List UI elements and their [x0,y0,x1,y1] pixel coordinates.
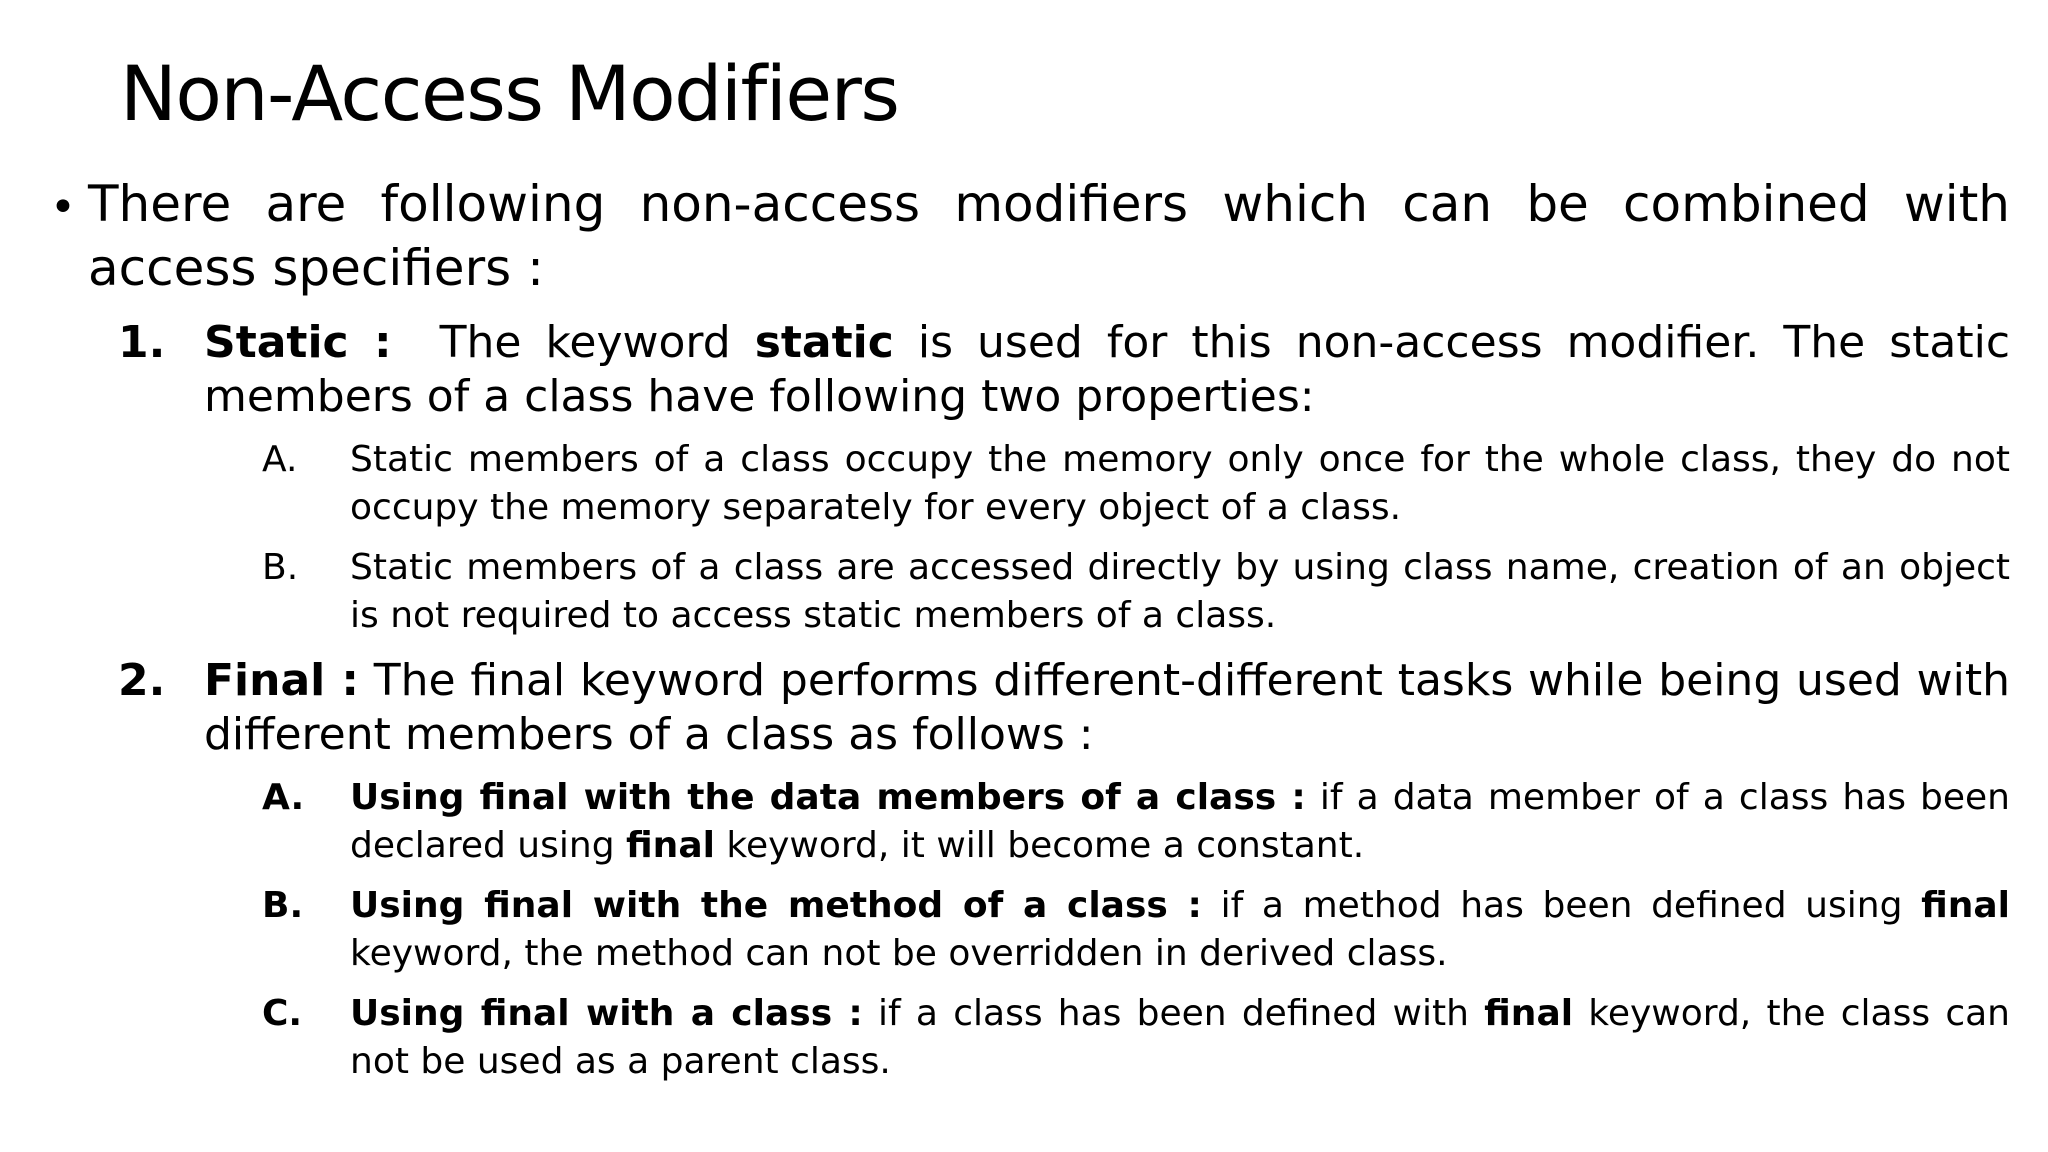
bullet-dot: • [50,182,76,233]
sub-item-static-a [262,436,2010,532]
sub-item-final-b [262,882,2010,978]
keyword-final: final [1921,885,2011,926]
keyword-final: final [1484,993,1574,1034]
item-number: 2. [118,655,166,706]
item-number: 1. [118,317,166,368]
sub-text: Using final with the method of a class : if a method has been defined using final keyword, the method can not be overridden in derived class. [350,885,2011,974]
sub-term: Using final with the data members of a class : [350,777,1306,818]
sub-item-final-a [262,774,2010,870]
sub-item-final-c [262,990,2010,1086]
sub-letter: C. [262,993,303,1034]
sub-term: Using final with the method of a class : [350,885,1202,926]
sub-letter: B. [262,885,304,926]
item-text: Final : The final keyword performs different-different tasks while being used with different members of a class as follows : [204,655,2010,760]
keyword-static: static [754,317,894,368]
sub-term: Using final with a class : [350,993,863,1034]
item-term: Final : [204,655,359,706]
item-text: Static : The keyword static is used for this non-access modifier. The static members of a class have following two properties: [204,317,2011,422]
sub-letter: B. [262,547,299,588]
sub-letter: A. [262,777,305,818]
sub-text: Static members of a class occupy the memory only once for the whole class, they do not occupy the memory separately for every object of a class. [350,439,2010,528]
sub-text: Using final with a class : if a class has been defined with final keyword, the class can not be used as a parent class. [350,993,2011,1082]
sub-text: Using final with the data members of a class : if a data member of a class has been declared using final keyword, it will become a constant. [350,777,2010,866]
keyword-final: final [626,825,715,866]
sub-item-static-b [262,544,2010,640]
main-bullet-text: There are following non-access modifiers which can be combined with access specifiers : [88,175,2010,297]
sub-letter: A. [262,439,298,480]
sub-text: Static members of a class are accessed directly by using class name, creation of an object is not required to access static members of a class. [350,547,2010,636]
main-bullet [50,172,2010,300]
list-item-static [118,316,2010,424]
list-item-final [118,654,2010,762]
item-term: Static : [204,317,392,368]
slide-title: Non-Access Modifiers [120,49,899,138]
